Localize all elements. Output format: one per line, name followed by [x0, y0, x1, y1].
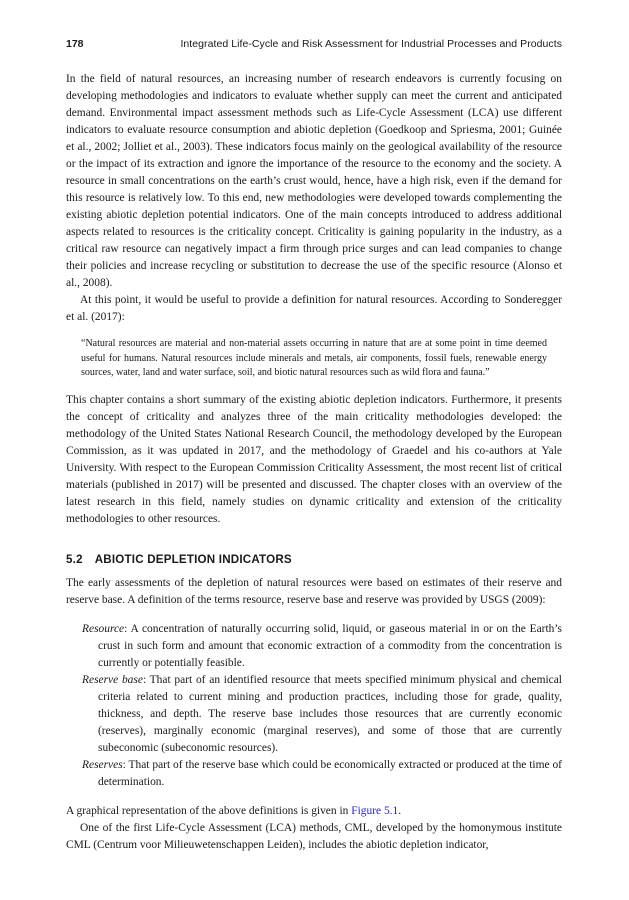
definition-item [82, 757, 562, 791]
paragraph-figure-reference [66, 803, 562, 820]
running-header [66, 38, 562, 50]
paragraph-section-intro: The early assessments of the depletion of natural resources were based on estimates of their reserve and reserve base. A definition of the terms resource, reserve base and reserve was provided by USGS (2009): [66, 576, 562, 606]
page-number: 178 [66, 38, 84, 50]
section-heading [66, 551, 562, 568]
definition-text: : That part of an identified resource that meets specified minimum physical and chemical criteria related to current mining and production practices, including those for grade, quality, thickness, and depth. The reserve base includes those resources that are currently economic (reserves), marginally economic (marginal reserves), and some of those that are currently subeconomic (subeconomic resources). [98, 673, 562, 754]
figure-sentence-end: . [398, 804, 402, 817]
paragraph-chapter-summary: This chapter contains a short summary of the existing abiotic depletion indicators. Furthermore, it presents the concept of criticality and analyzes three of the main criticality methodologies developed: the methodology of the United States National Research Council, the methodology developed by the European Commission, as it was updated in 2017, and the methodology of Graedel and his co-authors at Yale University. With respect to the European Commission Criticality Assessment, the most recent list of critical materials (published in 2017) will be presented and discussed. The chapter closes with an overview of the latest research in this field, namely studies on dynamic criticality and extension of the criticality methodologies to other resources. [66, 393, 562, 525]
definition-term: Reserves [82, 758, 123, 771]
definition-list [82, 621, 562, 791]
book-page [66, 38, 562, 854]
definition-term: Reserve base [82, 673, 143, 686]
figure-5-1-link[interactable]: Figure 5.1 [351, 804, 399, 817]
section-number: 5.2 [66, 552, 83, 566]
paragraph-natural-resources: In the field of natural resources, an increasing number of research endeavors is currently focusing on developing methodologies and indicators to evaluate whether supply can meet the current and anticipated demand. Environmental impact assessment methods such as Life-Cycle Assessment (LCA) use different indicators to evaluate resource consumption and abiotic depletion (Goedkoop and Spriesma, 2001; Guinée et al., 2002; Jolliet et al., 2003). These indicators focus mainly on the geological availability of the resource or the impact of its extraction and ignore the importance of the resource to the economy and the society. A resource in small concentrations on the earth’s crust would, hence, have a high risk, even if the demand for this resource is relatively low. To this end, new methodologies were developed towards complementing the existing abiotic depletion potential indicators. One of the main concepts introduced to address additional aspects related to resources is the criticality concept. Criticality is gaining popularity in the industry, as a critical raw resource can negatively impact a firm through price surges and can lead companies to change their policies and increase recycling or substitution to decrease the use of the specific resource (Alonso et al., 2008). [66, 73, 562, 289]
definition-term: Resource [82, 622, 125, 635]
paragraph-cml-method: One of the first Life-Cycle Assessment (LCA) methods, CML, developed by the homonymous institute CML (Centrum voor Milieuwetenschappen Leiden), includes the abiotic depletion indicator, [66, 821, 562, 851]
body-text [66, 71, 562, 854]
definition-item [82, 621, 562, 672]
block-quote: “Natural resources are material and non-material assets occurring in nature that are at some point in time deemed useful for humans. Natural resources include minerals and metals, air components, fossil fuels, renewable energy sources, water, land and water surface, soil, and biotic natural resources such as wild flora and fauna.” [81, 338, 547, 378]
definition-text: : A concentration of naturally occurring solid, liquid, or gaseous material in or on the Earth’s crust in such form and amount that economic extraction of a commodity from the concentration is currently or potentially feasible. [98, 622, 562, 669]
definition-text: : That part of the reserve base which could be economically extracted or produced at the time of determination. [98, 758, 562, 788]
paragraph-definition-intro: At this point, it would be useful to provide a definition for natural resources. According to Sonderegger et al. (2017): [66, 294, 562, 323]
running-title: Integrated Life-Cycle and Risk Assessment for Industrial Processes and Products [180, 38, 562, 50]
section-title: ABIOTIC DEPLETION INDICATORS [94, 552, 292, 566]
figure-sentence: A graphical representation of the above definitions is given in [66, 804, 352, 817]
definition-item [82, 672, 562, 757]
